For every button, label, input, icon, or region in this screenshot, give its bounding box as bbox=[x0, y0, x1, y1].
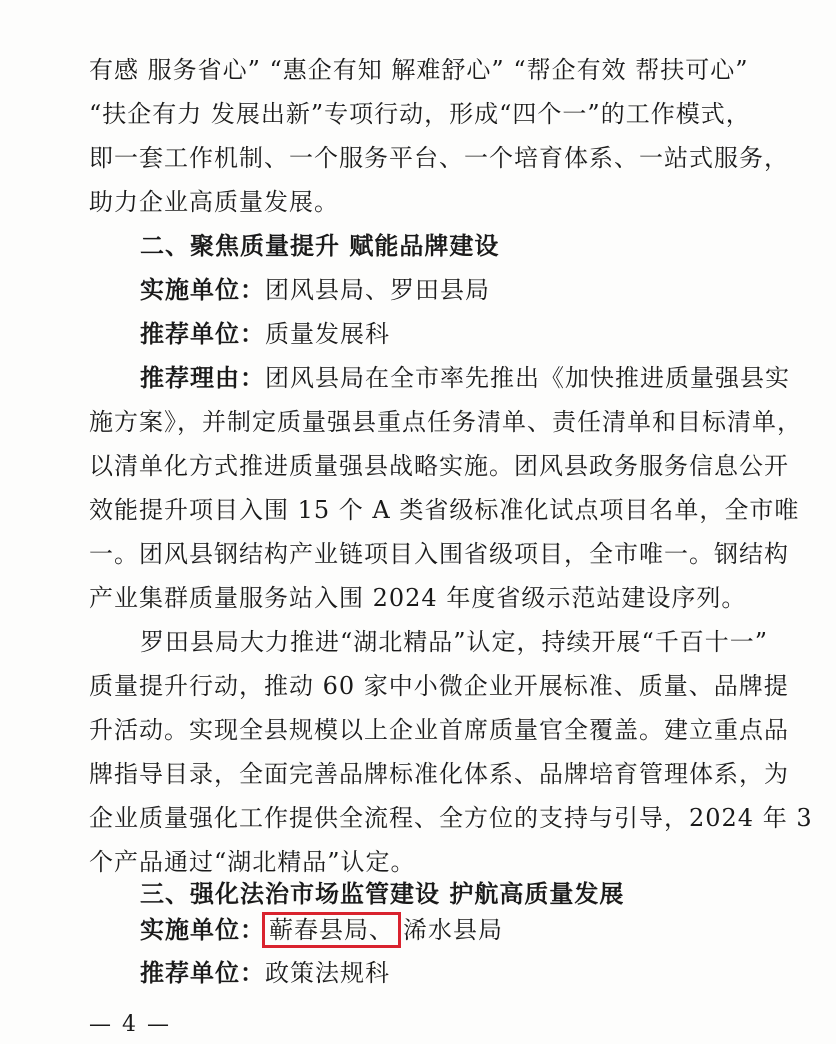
field-value: 团风县局在全市率先推出《加快推进质量强县实 bbox=[265, 364, 790, 392]
field-label: 推荐单位： bbox=[140, 959, 265, 987]
field-value: 浠水县局 bbox=[403, 916, 503, 944]
field-value: 政策法规科 bbox=[265, 959, 390, 987]
field-reason bbox=[140, 361, 790, 395]
text-line: 即一套工作机制、一个服务平台、一个培育体系、一站式服务， bbox=[89, 144, 789, 172]
field-label: 实施单位： bbox=[140, 916, 265, 944]
text-line: 企业质量强化工作提供全流程、全方位的支持与引导，2024 年 3 bbox=[89, 804, 813, 832]
field-implementing-unit bbox=[140, 912, 503, 948]
field-label: 推荐单位： bbox=[140, 320, 265, 348]
text-line: 个产品通过“湖北精品”认定。 bbox=[89, 848, 416, 876]
text-line: 一。团风县钢结构产业链项目入围省级项目，全市唯一。钢结构 bbox=[89, 540, 789, 568]
text-line: 效能提升项目入围 15 个 A 类省级标准化试点项目名单，全市唯 bbox=[89, 496, 800, 524]
text-line: 产业集群质量服务站入围 2024 年度省级示范站建设序列。 bbox=[89, 584, 747, 612]
section-heading: 二、聚焦质量提升 赋能品牌建设 bbox=[140, 232, 500, 260]
text-line: 质量提升行动，推动 60 家中小微企业开展标准、质量、品牌提 bbox=[89, 672, 789, 700]
text-line: 施方案》，并制定质量强县重点任务清单、责任清单和目标清单， bbox=[89, 408, 802, 436]
text-line: 罗田县局大力推进“湖北精品”认定，持续开展“千百十一” bbox=[140, 628, 769, 656]
field-value: 质量发展科 bbox=[265, 320, 390, 348]
highlight-box: 蕲春县局、 bbox=[262, 912, 401, 948]
section-heading: 三、强化法治市场监管建设 护航高质量发展 bbox=[140, 880, 625, 908]
text-line: 牌指导目录，全面完善品牌标准化体系、品牌培育管理体系，为 bbox=[89, 760, 789, 788]
field-recommending-unit bbox=[140, 956, 390, 990]
field-label: 实施单位： bbox=[140, 276, 265, 304]
text-line: 助力企业高质量发展。 bbox=[89, 188, 339, 216]
text-line: 有感 服务省心” “惠企有知 解难舒心” “帮企有效 帮扶可心” bbox=[89, 56, 749, 84]
text-line: 升活动。实现全县规模以上企业首席质量官全覆盖。建立重点品 bbox=[89, 716, 789, 744]
field-implementing-unit bbox=[140, 273, 490, 307]
field-label: 推荐理由： bbox=[140, 364, 265, 392]
field-recommending-unit bbox=[140, 317, 390, 351]
text-line: “扶企有力 发展出新”专项行动，形成“四个一”的工作模式， bbox=[89, 100, 751, 128]
page-number: — 4 — bbox=[89, 1012, 171, 1037]
field-value: 团风县局、罗田县局 bbox=[265, 276, 490, 304]
text-line: 以清单化方式推进质量强县战略实施。团风县政务服务信息公开 bbox=[89, 452, 789, 480]
